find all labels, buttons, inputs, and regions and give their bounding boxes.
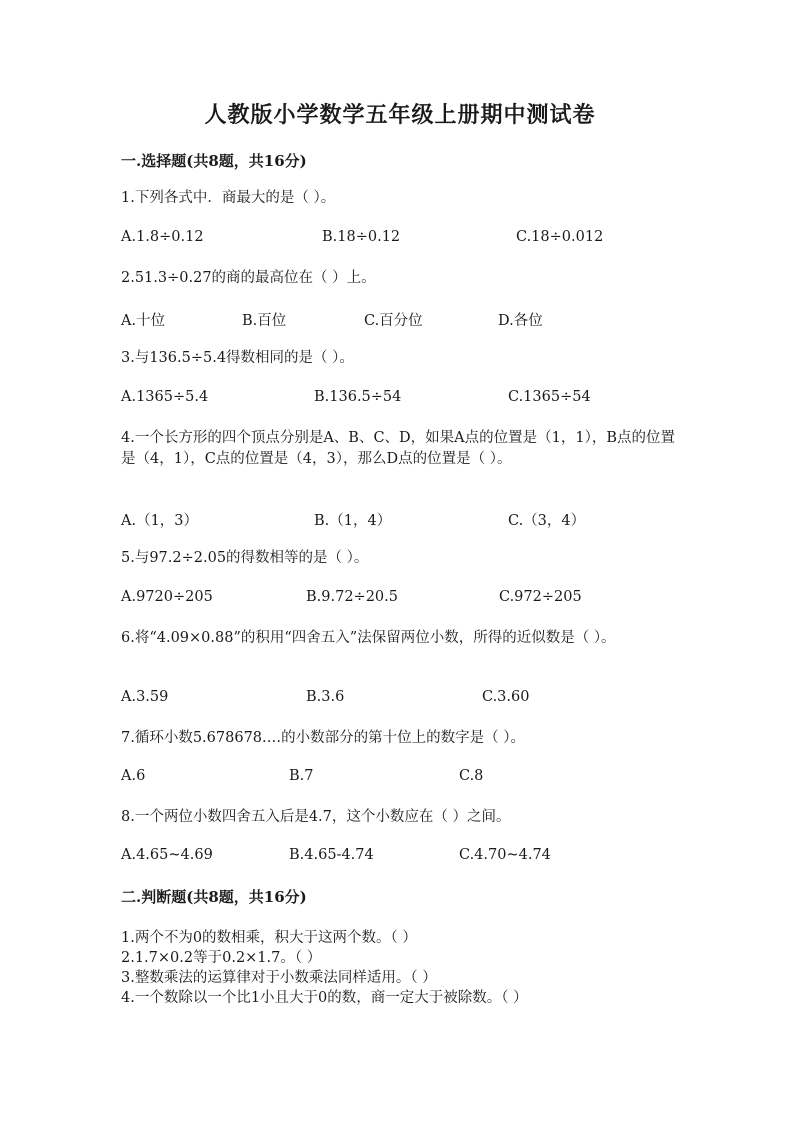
judgement-question: 2.1.7×0.2等于0.2×1.7。（ ） — [121, 950, 322, 966]
question-text: 6.将“4.09×0.88”的积用“四舍五入”法保留两位小数，所得的近似数是（ ）。 — [121, 630, 616, 646]
option-a: A.十位 — [121, 313, 166, 329]
option-a: A.1365÷5.4 — [121, 389, 209, 405]
option-b: B.18÷0.12 — [322, 229, 401, 245]
question-text: 2.51.3÷0.27的商的最高位在（ ）上。 — [121, 270, 376, 286]
option-a: A.3.59 — [121, 689, 169, 705]
option-a: A.9720÷205 — [121, 589, 213, 605]
option-c: C.8 — [459, 768, 484, 784]
judgement-question: 3.整数乘法的运算律对于小数乘法同样适用。（ ） — [121, 970, 437, 986]
option-b: B.百位 — [242, 313, 287, 329]
option-c: C.972÷205 — [499, 589, 582, 605]
option-b: B.136.5÷54 — [314, 389, 402, 405]
option-a: A.4.65~4.69 — [121, 847, 213, 863]
option-b: B.7 — [289, 768, 314, 784]
option-b: B.9.72÷20.5 — [306, 589, 398, 605]
option-c: C.4.70~4.74 — [459, 847, 551, 863]
option-c: C.（3，4） — [508, 513, 586, 529]
option-a: A.（1，3） — [121, 513, 199, 529]
question-text: 3.与136.5÷5.4得数相同的是（ ）。 — [121, 350, 354, 366]
option-c: C.百分位 — [364, 313, 423, 329]
option-b: B.（1，4） — [314, 513, 392, 529]
question-text: 4.一个长方形的四个顶点分别是A、B、C、D，如果A点的位置是（1，1），B点的位置是（4，1），C点的位置是（4，3），那么D点的位置是（ ）。 — [121, 430, 676, 467]
section-heading-choice: 一.选择题(共8题，共16分) — [121, 152, 307, 170]
option-b: B.4.65-4.74 — [289, 847, 374, 863]
question-text: 8.一个两位小数四舍五入后是4.7，这个小数应在（ ）之间。 — [121, 809, 511, 825]
option-c: C.3.60 — [482, 689, 530, 705]
option-a: A.1.8÷0.12 — [121, 229, 204, 245]
option-c: C.18÷0.012 — [516, 229, 604, 245]
option-d: D.各位 — [498, 313, 543, 329]
question-text: 7.循环小数5.678678.…的小数部分的第十位上的数字是（ ）。 — [121, 730, 525, 746]
judgement-question: 1.两个不为0的数相乘，积大于这两个数。（ ） — [121, 930, 417, 946]
option-a: A.6 — [121, 768, 146, 784]
page-title: 人教版小学数学五年级上册期中测试卷 — [204, 102, 596, 128]
question-text: 1.下列各式中．商最大的是（ ）。 — [121, 190, 336, 206]
option-c: C.1365÷54 — [508, 389, 591, 405]
judgement-question: 4.一个数除以一个比1小且大于0的数，商一定大于被除数。（ ） — [121, 990, 528, 1006]
section-heading-judgement: 二.判断题(共8题，共16分) — [121, 888, 307, 906]
question-text: 5.与97.2÷2.05的得数相等的是（ ）。 — [121, 550, 369, 566]
option-b: B.3.6 — [306, 689, 345, 705]
